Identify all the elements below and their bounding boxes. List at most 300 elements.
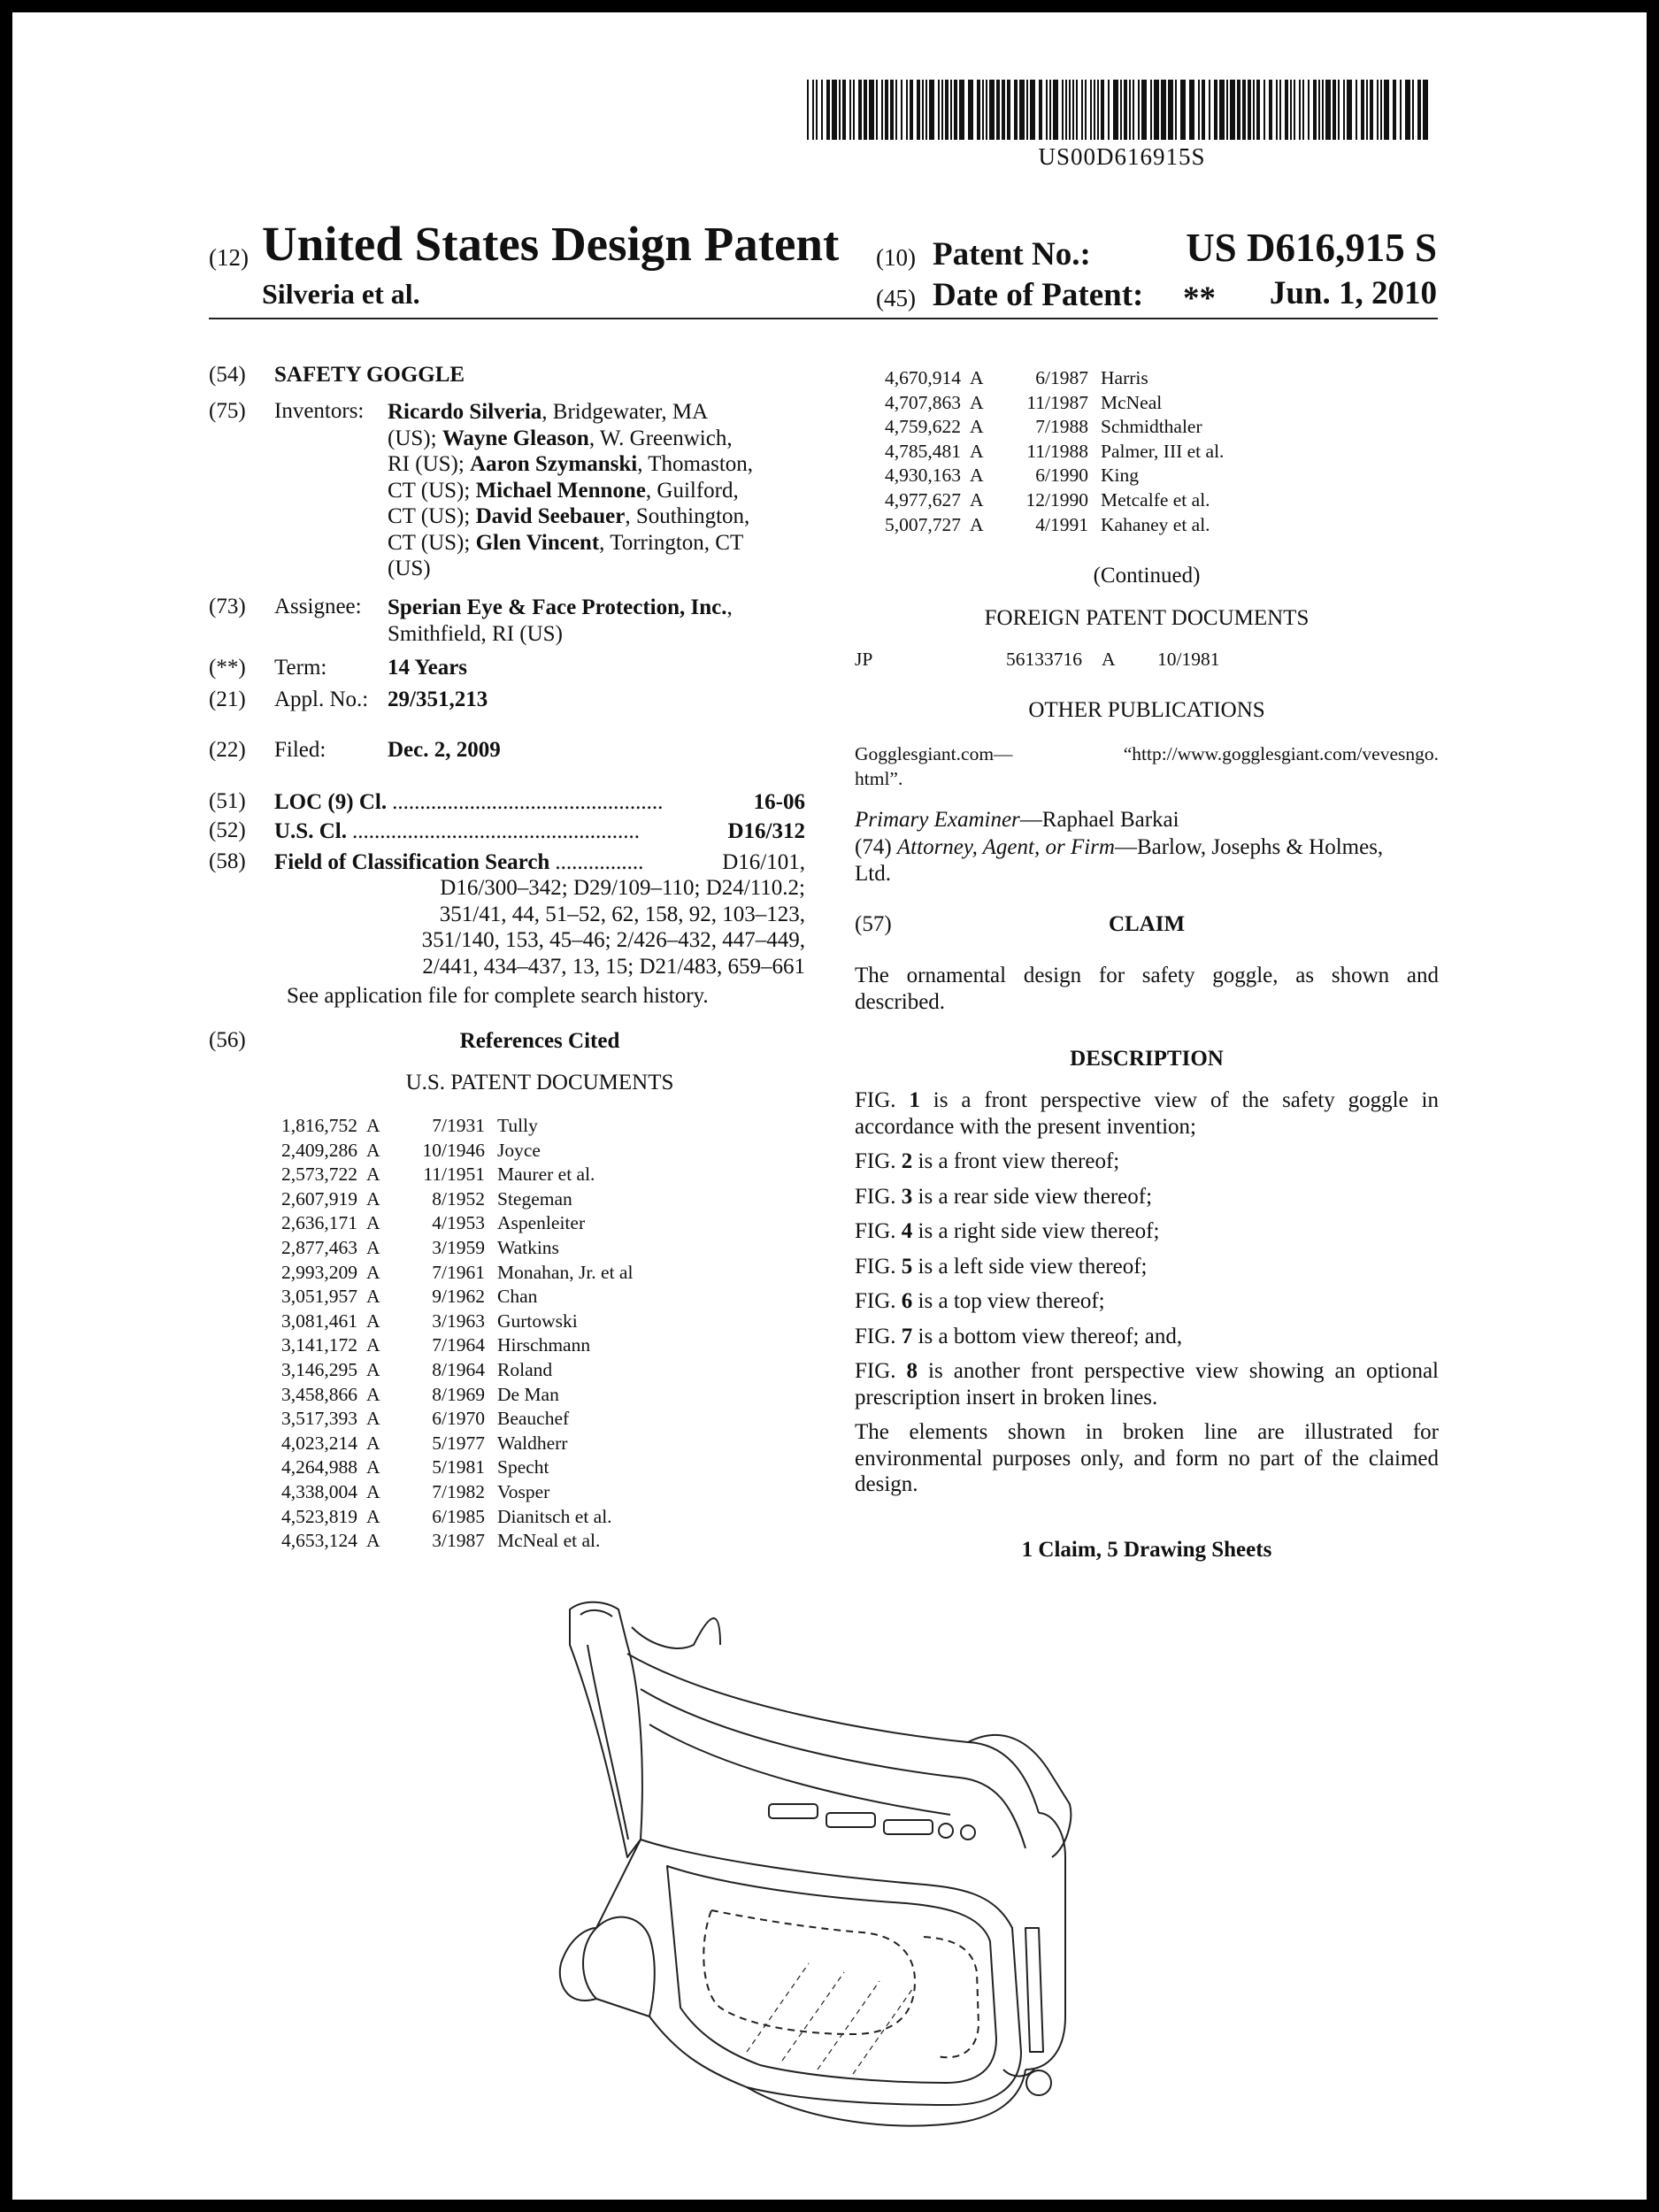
barcode-bar [1120, 80, 1122, 140]
ref-kind: A [366, 1139, 380, 1161]
ref-number: 4,023,214 [281, 1432, 357, 1454]
ref-number: 2,607,919 [281, 1187, 357, 1210]
ref-kind: A [366, 1480, 380, 1502]
inventor-location: , Thomaston, [637, 452, 754, 476]
ref-number: 3,051,957 [281, 1286, 357, 1308]
ref-date: 4/1991 [1035, 513, 1088, 535]
ref-kind: A [366, 1432, 380, 1454]
reference-row [864, 464, 1224, 488]
barcode [807, 80, 1437, 140]
ref-number: 3,517,393 [281, 1408, 357, 1430]
ref-name: Beauchef [497, 1408, 570, 1430]
figure-description [855, 1358, 1439, 1410]
fig-text: is a rear side view thereof; [912, 1184, 1153, 1209]
barcode-bar [1343, 80, 1345, 140]
ref-number: 4,670,914 [885, 367, 961, 388]
inventor-location: , Bridgewater, MA [541, 400, 709, 424]
reference-row [864, 488, 1224, 513]
primary-examiner-name: —Raphael Barkai [1019, 808, 1179, 832]
barcode-bar [1189, 80, 1194, 140]
ref-kind: A [366, 1310, 380, 1332]
inid-73: (73) [209, 595, 246, 618]
barcode-bar [941, 80, 943, 140]
ref-date: 7/1961 [432, 1261, 485, 1283]
figure-description [855, 1087, 1439, 1140]
reference-row [260, 1139, 633, 1164]
foreign-docs-heading: FOREIGN PATENT DOCUMENTS [984, 606, 1310, 630]
fig-text: is a left side view thereof; [912, 1254, 1148, 1279]
foreign-kind: A [1102, 649, 1116, 670]
ref-name: Aspenleiter [497, 1212, 586, 1234]
reference-row [260, 1505, 633, 1530]
figure-description [855, 1288, 1439, 1315]
loc-class-value: 16-06 [753, 790, 805, 814]
ref-date: 7/1931 [432, 1115, 485, 1136]
ref-date: 11/1987 [1026, 391, 1088, 413]
barcode-bar [996, 80, 1000, 140]
fig-text: is a right side view thereof; [912, 1219, 1160, 1243]
barcode-bar [1237, 80, 1240, 140]
reference-row [260, 1310, 633, 1334]
field-search-line: D16/300–342; D29/109–110; D24/110.2; [440, 876, 805, 900]
publication [855, 741, 1439, 791]
ref-number: 3,458,866 [281, 1383, 357, 1405]
barcode-bar [1085, 80, 1087, 140]
barcode-bar [1370, 80, 1373, 140]
barcode-bar [881, 80, 883, 140]
barcode-bar [1046, 80, 1048, 140]
inid-code-12: (12) [209, 244, 249, 271]
ref-date: 3/1963 [432, 1310, 485, 1332]
figure-description [855, 1148, 1439, 1175]
publication-url: “http://www.gogglesgiant.com/vevesngo. [1123, 743, 1439, 764]
header-rule [209, 318, 1438, 319]
filed-date: Dec. 2, 2009 [388, 738, 501, 762]
us-class-label: U.S. Cl. [274, 819, 347, 843]
patent-no-label: Patent No.: [933, 236, 1091, 273]
barcode-bar [1097, 80, 1099, 140]
barcode-bar [1072, 80, 1074, 140]
barcode-bar [876, 80, 878, 140]
ref-kind: A [366, 1236, 380, 1258]
ref-number: 4,264,988 [281, 1456, 357, 1479]
barcode-bar [986, 80, 987, 140]
barcode-bar [910, 80, 913, 140]
us-references-table [260, 1114, 633, 1554]
barcode-bar [1290, 80, 1292, 140]
filed-label: Filed: [274, 738, 326, 762]
claims-and-sheets: 1 Claim, 5 Drawing Sheets [1021, 1538, 1272, 1562]
barcode-bar [1242, 80, 1246, 140]
reference-row [260, 1480, 633, 1505]
inventors-label: Inventors: [274, 399, 365, 423]
ref-number: 4,707,863 [885, 391, 961, 413]
date-stars: ** [1183, 280, 1216, 317]
barcode-bar [890, 80, 894, 140]
loc-class-row [274, 789, 805, 816]
fig-text: is another front perspective view showing an optional prescription insert in broken lines. [855, 1359, 1439, 1409]
ref-date: 5/1981 [432, 1456, 485, 1479]
ref-date: 6/1990 [1035, 465, 1088, 487]
primary-examiner [855, 807, 1439, 833]
ref-date: 10/1946 [422, 1139, 485, 1161]
claim-text: The ornamental design for safety goggle, as shown and described. [855, 964, 1439, 1014]
fig-number: 2 [901, 1149, 913, 1173]
field-search-row [274, 849, 805, 876]
fig-prefix: FIG. [855, 1359, 907, 1383]
barcode-bar [968, 80, 973, 140]
barcode-bar [1299, 80, 1301, 140]
ref-date: 12/1990 [1025, 488, 1088, 511]
inventor-name: Glen Vincent [475, 530, 600, 555]
ref-date: 6/1985 [432, 1505, 485, 1527]
inid-57: (57) [855, 912, 892, 936]
barcode-bar [869, 80, 874, 140]
inid-54: (54) [209, 363, 246, 387]
reference-row [864, 391, 1224, 416]
inventor-location: , W. Greenwich, [588, 426, 733, 450]
barcode-bar [1101, 80, 1104, 140]
inid-75: (75) [209, 399, 246, 423]
foreign-reference-row [855, 649, 1439, 675]
term-label: Term: [274, 656, 327, 680]
ref-kind: A [366, 1383, 380, 1405]
foreign-number: 56133716 [1006, 649, 1082, 670]
ref-kind: A [366, 1261, 380, 1283]
barcode-bar [1019, 80, 1025, 140]
ref-date: 7/1964 [432, 1334, 485, 1356]
fig-prefix: FIG. [855, 1184, 902, 1209]
ref-name: Roland [497, 1358, 553, 1380]
inid-21: (21) [209, 687, 246, 711]
ref-name: Harris [1101, 367, 1148, 388]
reference-row [864, 366, 1224, 391]
inid-51: (51) [209, 789, 246, 813]
barcode-bar [1405, 80, 1410, 140]
patent-date: Jun. 1, 2010 [1269, 275, 1437, 311]
barcode-bar [1269, 80, 1272, 140]
field-search-line: 351/140, 153, 45–46; 2/426–432, 447–449, [421, 928, 805, 952]
barcode-bar [832, 80, 837, 140]
publication-source: Gogglesgiant.com— [855, 743, 1013, 764]
ref-name: Hirschmann [497, 1334, 591, 1356]
barcode-bar [849, 80, 851, 140]
inventor-name: Wayne Gleason [442, 426, 589, 450]
us-class-row [274, 818, 805, 845]
date-label: Date of Patent: [933, 277, 1144, 313]
barcode-bar [906, 80, 908, 140]
inventor-location: RI (US); [388, 452, 471, 476]
barcode-bar [1412, 80, 1414, 140]
ref-number: 4,977,627 [885, 488, 961, 511]
references-heading: References Cited [459, 1029, 620, 1053]
ref-kind: A [366, 1115, 380, 1136]
inventor-location: (US) [388, 557, 431, 580]
barcode-bar [1423, 80, 1428, 140]
barcode-bar [1417, 80, 1421, 140]
barcode-bar [1263, 80, 1265, 140]
barcode-bar [1230, 80, 1235, 140]
fig-number: 5 [901, 1254, 913, 1279]
fig-prefix: FIG. [855, 1324, 902, 1348]
other-publications-heading: OTHER PUBLICATIONS [1028, 698, 1265, 722]
barcode-bar [1049, 80, 1051, 140]
barcode-bar [1081, 80, 1083, 140]
fig-number: 6 [901, 1289, 913, 1313]
inid-code-10: (10) [876, 244, 916, 271]
barcode-bar [1113, 80, 1118, 140]
ref-number: 4,338,004 [281, 1480, 357, 1502]
barcode-bar [1279, 80, 1281, 140]
ref-number: 2,636,171 [281, 1212, 357, 1234]
barcode-bar [853, 80, 855, 140]
ref-kind: A [970, 465, 984, 487]
ref-date: 6/1970 [432, 1408, 485, 1430]
barcode-bar [1226, 80, 1228, 140]
ref-date: 7/1988 [1035, 416, 1088, 438]
ref-kind: A [366, 1530, 380, 1552]
fig-prefix: FIG. [855, 1219, 902, 1243]
ref-date: 8/1964 [432, 1358, 485, 1380]
ref-name: Maurer et al. [497, 1164, 595, 1186]
barcode-bar [812, 80, 814, 140]
reference-row [260, 1432, 633, 1456]
barcode-bar [938, 80, 940, 140]
barcode-bar [1325, 80, 1331, 140]
barcode-bar [807, 80, 809, 140]
barcode-bar [816, 80, 818, 140]
barcode-bar [1256, 80, 1260, 140]
us-docs-heading: U.S. PATENT DOCUMENTS [405, 1071, 674, 1094]
ref-kind: A [970, 367, 984, 388]
barcode-bar [1007, 80, 1010, 140]
reference-row [260, 1383, 633, 1408]
ref-name: Schmidthaler [1101, 416, 1202, 438]
reference-row [260, 1529, 633, 1554]
fig-prefix: FIG. [855, 1149, 902, 1173]
appl-label: Appl. No.: [274, 687, 369, 711]
barcode-bar [1039, 80, 1042, 140]
barcode-bar [1138, 80, 1140, 140]
fig-number: 4 [901, 1219, 913, 1243]
document-title: United States Design Patent [262, 217, 840, 271]
ref-kind: A [366, 1334, 380, 1356]
primary-examiner-label: Primary Examiner [855, 808, 1020, 832]
barcode-bar [1294, 80, 1295, 140]
ref-number: 2,409,286 [281, 1139, 357, 1161]
ref-name: Joyce [497, 1139, 541, 1161]
barcode-bar [1219, 80, 1225, 140]
ref-date: 9/1962 [432, 1286, 485, 1308]
barcode-bar [1141, 80, 1147, 140]
goggle-drawing [543, 1592, 1127, 2140]
attorney-label: Attorney, Agent, or Firm [896, 835, 1115, 859]
inventor-location: , Southington, [625, 504, 750, 528]
inid-code-45: (45) [876, 285, 916, 311]
assignee-comma: , [726, 595, 733, 619]
ref-kind: A [366, 1187, 380, 1210]
barcode-bar [1209, 80, 1210, 140]
ref-date: 11/1951 [423, 1164, 485, 1186]
ref-kind: A [970, 488, 984, 511]
leader-dots: ................................................. [392, 790, 664, 814]
barcode-bar [1318, 80, 1320, 140]
leader-dots: ................ [555, 850, 644, 874]
inventor-location: CT (US); [388, 530, 476, 555]
barcode-bar [1253, 80, 1255, 140]
fig-prefix: FIG. [855, 1254, 902, 1279]
inid-74: (74) [855, 835, 892, 859]
barcode-bar [917, 80, 920, 140]
barcode-bar [1347, 80, 1352, 140]
barcode-number: US00D616915S [1038, 143, 1206, 170]
barcode-bar [1129, 80, 1131, 140]
barcode-bar [1248, 80, 1251, 140]
ref-name: Chan [497, 1286, 538, 1308]
inventor-location: , Guilford, [645, 478, 739, 503]
attorney-name-end: Ltd. [855, 861, 891, 886]
barcode-bar [1002, 80, 1005, 140]
barcode-bar [1214, 80, 1217, 140]
ref-name: Palmer, III et al. [1101, 440, 1225, 462]
ref-date: 3/1959 [432, 1236, 485, 1258]
ref-number: 3,081,461 [281, 1310, 357, 1332]
barcode-bar [1053, 80, 1058, 140]
reference-row [260, 1455, 633, 1480]
reference-row [260, 1407, 633, 1432]
barcode-bar [1393, 80, 1396, 140]
inventor-location: , Torrington, CT [599, 530, 744, 555]
barcode-bar [1150, 80, 1152, 140]
ref-kind: A [366, 1456, 380, 1479]
ref-name: Vosper [497, 1480, 550, 1502]
ref-date: 7/1982 [432, 1480, 485, 1502]
barcode-bar [1090, 80, 1092, 140]
barcode-bar [885, 80, 888, 140]
figure-description [855, 1218, 1439, 1245]
ref-number: 4,759,622 [885, 416, 961, 438]
barcode-bar [1175, 80, 1177, 140]
description-heading: DESCRIPTION [1070, 1047, 1224, 1071]
barcode-bar [1285, 80, 1288, 140]
attorney-name: —Barlow, Josephs & Holmes, [1114, 835, 1384, 859]
barcode-bar [1202, 80, 1205, 140]
figure-description [855, 1324, 1439, 1350]
ref-number: 4,523,819 [281, 1505, 357, 1527]
ref-name: Watkins [497, 1236, 559, 1258]
fig-text: is a front perspective view of the safety goggle in accordance with the present invention; [855, 1088, 1439, 1139]
barcode-bar [1276, 80, 1278, 140]
fig-text: is a top view thereof; [912, 1289, 1105, 1313]
us-references-continued-table [864, 366, 1224, 537]
barcode-bar [839, 80, 841, 140]
barcode-bar [1380, 80, 1382, 140]
inventor-location: CT (US); [388, 478, 476, 503]
ref-kind: A [366, 1164, 380, 1186]
barcode-bar [1069, 80, 1071, 140]
ref-kind: A [970, 416, 984, 438]
barcode-bar [1377, 80, 1379, 140]
ref-kind: A [366, 1505, 380, 1527]
field-search-lines [274, 875, 805, 979]
ref-number: 2,573,722 [281, 1164, 357, 1186]
fig-prefix: FIG. [855, 1289, 902, 1313]
see-application-note: See application file for complete search history. [287, 984, 709, 1008]
inventor-short: Silveria et al. [262, 278, 420, 310]
ref-date: 8/1952 [432, 1187, 485, 1210]
ref-name: Gurtowski [497, 1310, 578, 1332]
field-search-label: Field of Classification Search [274, 850, 550, 874]
appl-number: 29/351,213 [388, 687, 488, 711]
ref-kind: A [970, 391, 984, 413]
barcode-bar [1161, 80, 1166, 140]
ref-number: 1,816,752 [281, 1115, 357, 1136]
figure-description [855, 1254, 1439, 1280]
barcode-bar [826, 80, 830, 140]
ref-date: 5/1977 [432, 1432, 485, 1454]
barcode-bar [1076, 80, 1078, 140]
ref-name: Metcalfe et al. [1101, 488, 1210, 511]
inventor-name: Aaron Szymanski [470, 452, 638, 476]
fig-number: 3 [901, 1184, 913, 1209]
us-class-value: D16/312 [727, 819, 805, 843]
field-search-value: D16/101, [722, 850, 805, 874]
barcode-bar [1400, 80, 1402, 140]
ref-number: 3,146,295 [281, 1358, 357, 1380]
barcode-bar [1133, 80, 1134, 140]
ref-name: Stegeman [497, 1187, 572, 1210]
assignee-label: Assignee: [274, 595, 362, 618]
leader-dots: .................................................... [351, 819, 640, 843]
ref-number: 4,930,163 [885, 465, 961, 487]
ref-name: King [1101, 465, 1139, 487]
continued-note: (Continued) [1093, 564, 1201, 588]
inventor-name: Ricardo Silveria [388, 400, 542, 424]
ref-name: Monahan, Jr. et al [497, 1261, 634, 1283]
barcode-bar [1333, 80, 1336, 140]
ref-number: 4,785,481 [885, 440, 961, 462]
patent-page [12, 12, 1647, 2200]
barcode-bar [1124, 80, 1127, 140]
barcode-bar [1026, 80, 1028, 140]
ref-kind: A [970, 440, 984, 462]
reference-row [864, 415, 1224, 440]
foreign-country: JP [855, 649, 873, 670]
barcode-bar [901, 80, 902, 140]
barcode-bar [895, 80, 897, 140]
ref-name: McNeal [1101, 391, 1163, 413]
barcode-bar [922, 80, 924, 140]
ref-name: Waldherr [497, 1432, 568, 1454]
ref-kind: A [970, 513, 984, 535]
inid-22: (22) [209, 738, 246, 762]
barcode-bar [959, 80, 964, 140]
field-search-line: 2/441, 434–437, 13, 15; D21/483, 659–661 [422, 954, 805, 979]
ref-kind: A [366, 1212, 380, 1234]
assignee-location: Smithfield, RI (US) [388, 621, 563, 646]
inid-56: (56) [209, 1028, 246, 1052]
barcode-bar [954, 80, 957, 140]
ref-name: McNeal et al. [497, 1530, 601, 1552]
ref-date: 8/1969 [432, 1383, 485, 1405]
patent-number: US D616,915 S [1186, 226, 1437, 270]
ref-kind: A [366, 1286, 380, 1308]
barcode-bar [1168, 80, 1173, 140]
reference-row [260, 1211, 633, 1236]
barcode-bar [858, 80, 862, 140]
term-value: 14 Years [388, 656, 468, 680]
inventor-name: Michael Mennone [475, 478, 646, 503]
